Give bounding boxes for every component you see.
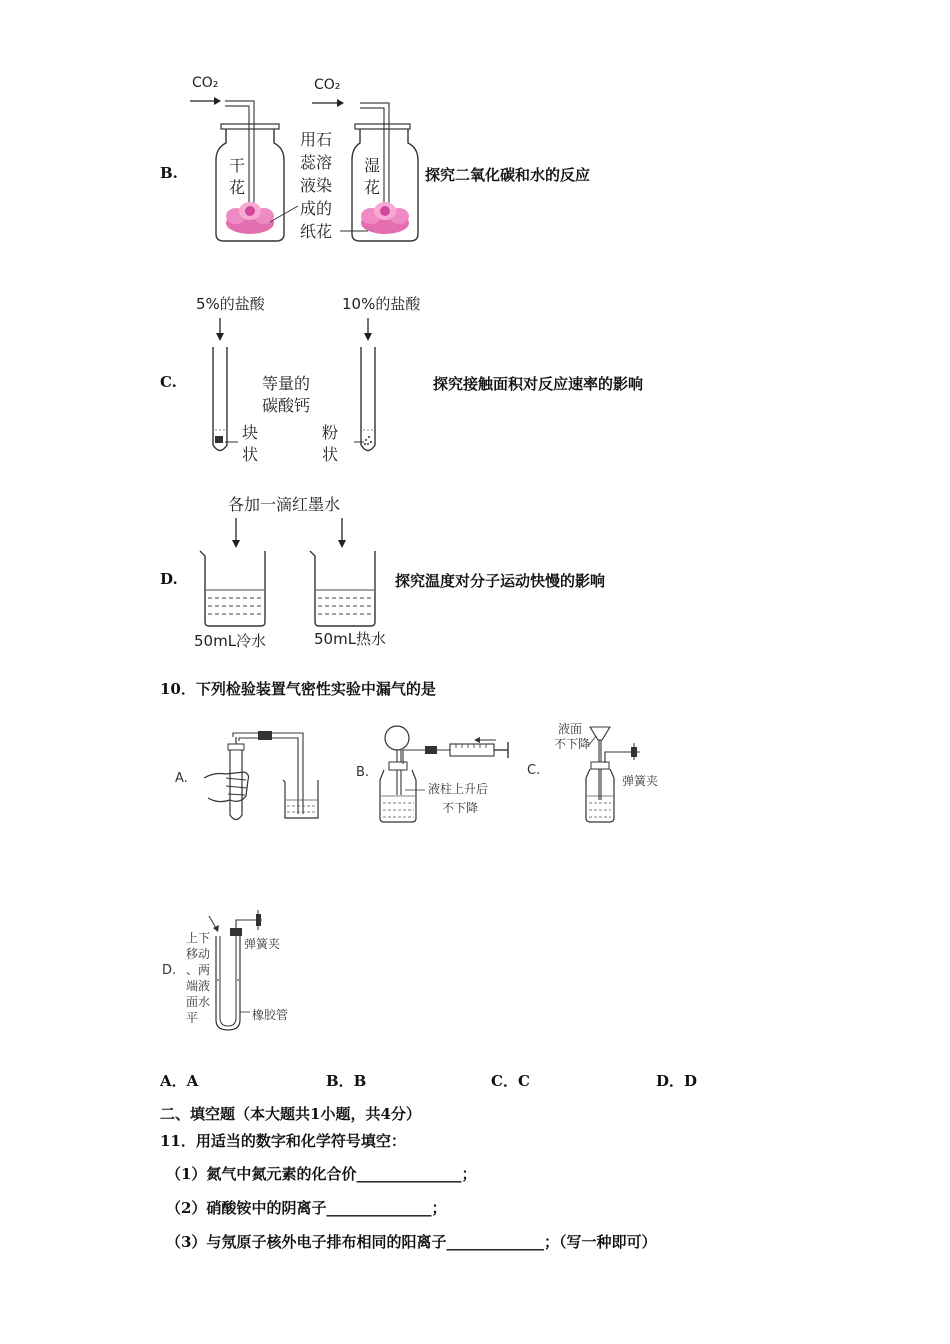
co2-label-left: CO₂ <box>192 75 219 91</box>
question-10-stem: 10．下列检验装置气密性实验中漏气的是 <box>160 680 436 698</box>
fig-d-clamp-label: 弹簧夹 <box>244 937 281 951</box>
red-ink-label: 各加一滴红墨水 <box>228 495 341 514</box>
cold-water-label: 50mL冷水 <box>194 632 267 650</box>
option-b-letter: B. <box>160 164 178 182</box>
answer-choice-a[interactable]: A．A <box>160 1072 199 1090</box>
option-b-purpose: 探究二氧化碳和水的反应 <box>425 166 591 184</box>
fig-d-note: 上下 移动 、两 端液 面水 平 <box>186 931 211 1025</box>
option-d-purpose: 探究温度对分子运动快慢的影响 <box>395 572 606 590</box>
fig-c-note: 液面 不下降 <box>554 722 591 751</box>
fill-blank-3[interactable]: _____________ <box>446 1233 544 1251</box>
lump-label: 块 状 <box>242 423 259 464</box>
fig-a-apparatus <box>204 731 318 820</box>
litmus-flower-note: 用石 蕊溶 液染 成的 纸花 <box>300 130 333 241</box>
option-c-purpose: 探究接触面积对反应速率的影响 <box>433 375 644 393</box>
option-c-letter: C. <box>160 373 177 391</box>
dry-flower-label: 干 花 <box>229 156 246 197</box>
option-d-letter: D. <box>160 570 178 588</box>
fig-d-label: D. <box>162 963 177 978</box>
acid-10-label: 10%的盐酸 <box>342 295 421 313</box>
fig-b-note: 液柱上升后 不下降 <box>428 782 489 815</box>
fill-blank-2[interactable]: ______________ <box>326 1199 432 1217</box>
fill-item-2: （2）硝酸铵中的阴离子______________； <box>166 1199 447 1217</box>
fig-b-label: B. <box>356 765 370 780</box>
question-11-stem: 11．用适当的数字和化学符号填空： <box>160 1132 406 1150</box>
answer-choice-c[interactable]: C．C <box>491 1072 530 1090</box>
fill-blank-1[interactable]: ______________ <box>356 1165 462 1183</box>
acid-5-label: 5%的盐酸 <box>196 295 265 313</box>
caco3-label: 等量的 碳酸钙 <box>262 374 311 415</box>
powder-label: 粉 状 <box>322 423 339 464</box>
fill-item-3: （3）与氖原子核外电子排布相同的阳离子_____________；（写一种即可） <box>166 1233 657 1251</box>
answer-choice-b[interactable]: B．B <box>326 1072 367 1090</box>
co2-label-right: CO₂ <box>314 77 341 93</box>
fill-item-1: （1）氮气中氮元素的化合价______________； <box>166 1165 477 1183</box>
fig-a-label: A. <box>175 771 188 786</box>
fig-c-label: C. <box>527 763 541 778</box>
section-2-title: 二、填空题（本大题共1小题，共4分） <box>160 1105 421 1123</box>
answer-choice-d[interactable]: D．D <box>656 1072 698 1090</box>
fig-c-clamp-label: 弹簧夹 <box>622 774 659 788</box>
hot-water-label: 50mL热水 <box>314 630 387 648</box>
fig-d-tube-label: 橡胶管 <box>252 1008 289 1022</box>
wet-flower-label: 湿 花 <box>364 156 381 197</box>
